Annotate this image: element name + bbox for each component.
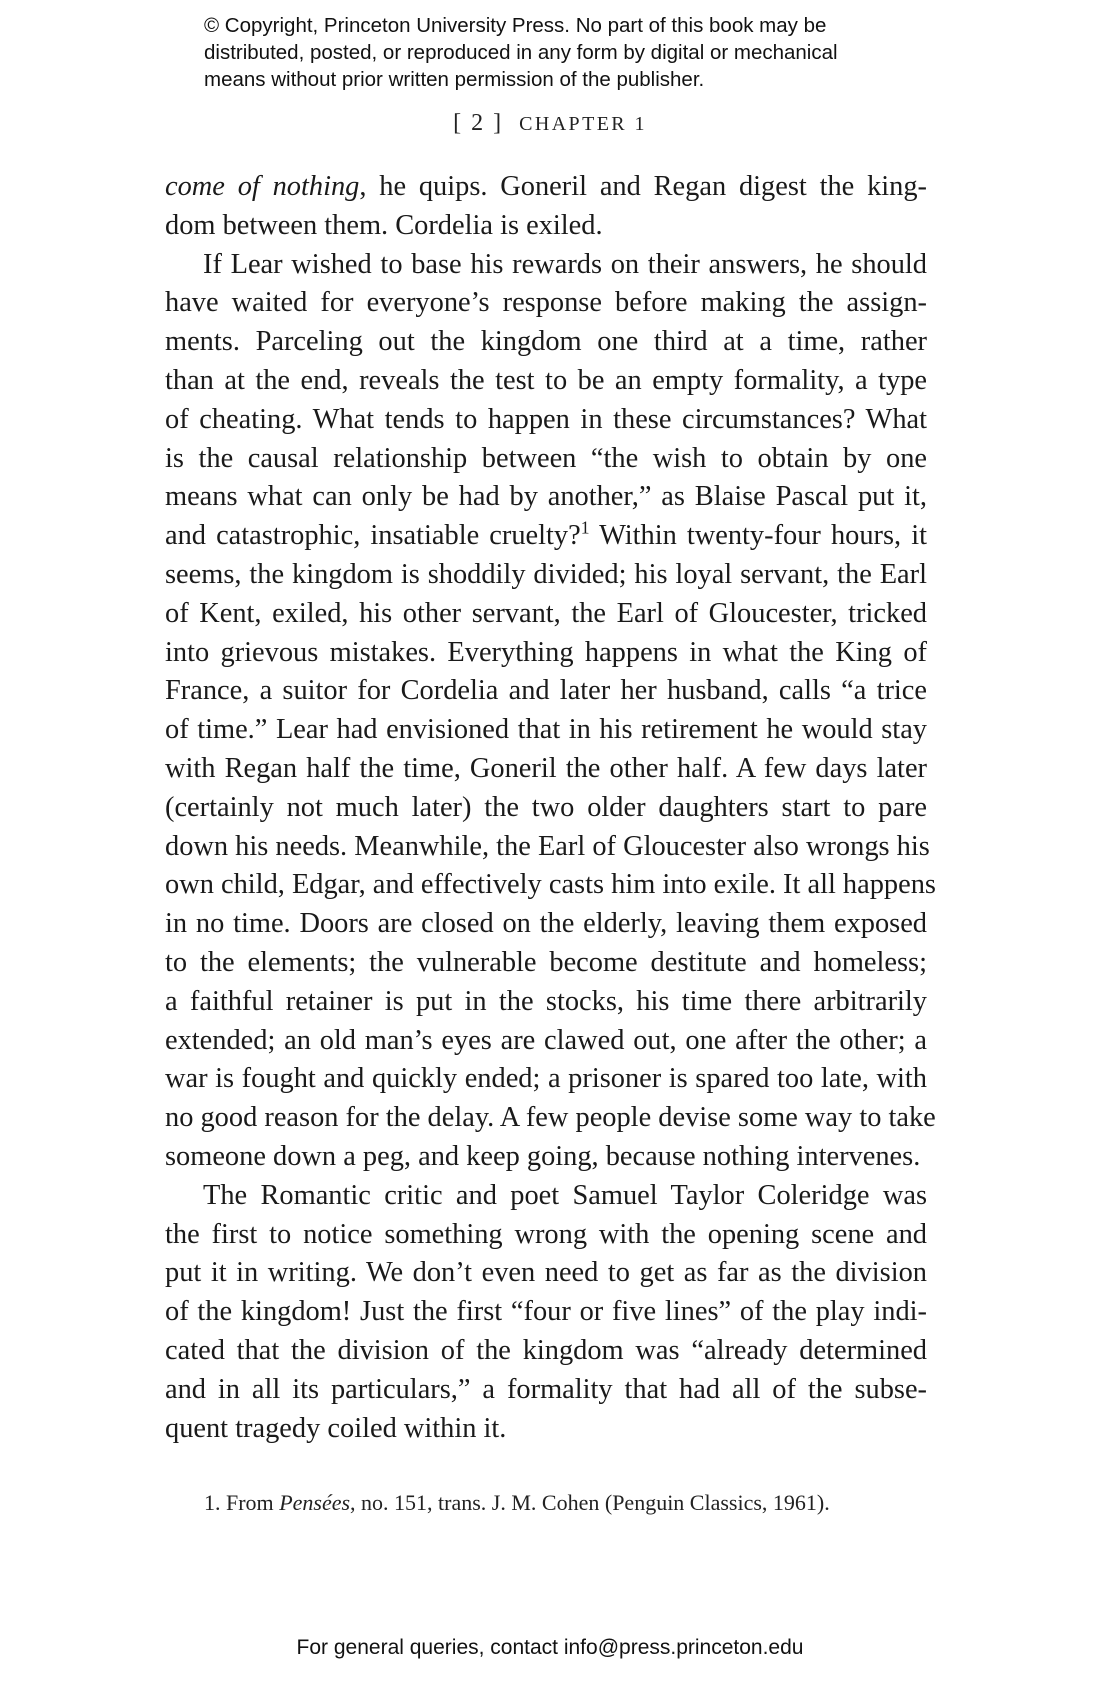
- text-line: ments. Parceling out the kingdom one third at a time, rather: [165, 326, 927, 358]
- footnote: [204, 1490, 830, 1516]
- text-line: [165, 168, 927, 207]
- chapter-label: CHAPTER 1: [519, 113, 647, 135]
- text-line: dom between them. Cordelia is exiled.: [165, 209, 603, 241]
- text-line: into grievous mistakes. Everything happens in what the King of: [165, 636, 927, 668]
- text-line: France, a suitor for Cordelia and later her husband, calls “a trice: [165, 675, 927, 707]
- text-line: of the kingdom! Just the first “four or five lines” of the play indi-: [165, 1296, 927, 1328]
- copyright-line: means without prior written permission of the publisher.: [204, 68, 705, 91]
- text-fragment: Within twenty-four hours, it: [589, 520, 927, 552]
- text-line: means what can only be had by another,” as Blaise Pascal put it,: [165, 481, 927, 513]
- text-line: of Kent, exiled, his other servant, the Earl of Gloucester, tricked: [165, 597, 927, 629]
- text-line: of cheating. What tends to happen in these circumstances? What: [165, 403, 927, 435]
- footnote-text: , no. 151, trans. J. M. Cohen (Penguin Classics, 1961).: [350, 1490, 830, 1515]
- footnote-text: From: [226, 1490, 280, 1515]
- footnote-title: Pensées: [279, 1490, 351, 1515]
- text-line: to the elements; the vulnerable become destitute and homeless;: [165, 946, 927, 978]
- text-line: [165, 517, 927, 556]
- footnote-reference: 1: [580, 517, 590, 538]
- text-line: with Regan half the time, Goneril the other half. A few days later: [165, 752, 927, 784]
- text-line: The Romantic critic and poet Samuel Taylor Coleridge was: [203, 1179, 927, 1211]
- text-line: cated that the division of the kingdom was “already determined: [165, 1334, 927, 1366]
- text-line: own child, Edgar, and effectively casts him into exile. It all happens: [165, 869, 936, 901]
- paragraph: [165, 246, 936, 1177]
- text-line: put it in writing. We don’t even need to get as far as the division: [165, 1257, 927, 1289]
- text-line: someone down a peg, and keep going, because nothing intervenes.: [165, 1140, 921, 1172]
- footnote-number: 1.: [204, 1490, 221, 1515]
- text-line: extended; an old man’s eyes are clawed out, one after the other; a: [165, 1024, 927, 1056]
- running-head: [0, 110, 1100, 137]
- paragraph: [165, 168, 927, 246]
- text-line: in no time. Doors are closed on the elderly, leaving them exposed: [165, 908, 927, 940]
- copyright-line: distributed, posted, or reproduced in any form by digital or mechanical: [204, 41, 838, 64]
- text-line: than at the end, reveals the test to be an empty formality, a type: [165, 364, 927, 396]
- text-line: and in all its particulars,” a formality that had all of the subse-: [165, 1373, 927, 1405]
- text-fragment: , he quips. Goneril and Regan digest the king-: [359, 171, 927, 202]
- text-line: war is fought and quickly ended; a prisoner is spared too late, with: [165, 1063, 927, 1095]
- text-fragment: and catastrophic, insatiable cruelty?: [165, 520, 581, 552]
- body-text: [165, 168, 936, 1448]
- copyright-line: © Copyright, Princeton University Press. No part of this book may be: [204, 14, 827, 37]
- text-line: no good reason for the delay. A few people devise some way to take: [165, 1102, 936, 1134]
- footer-contact: For general queries, contact info@press.princeton.edu: [296, 1636, 804, 1659]
- text-line: the first to notice something wrong with the opening scene and: [165, 1218, 927, 1250]
- text-line: have waited for everyone’s response before making the assign-: [165, 287, 927, 319]
- text-line: seems, the kingdom is shoddily divided; his loyal servant, the Earl: [165, 558, 927, 590]
- text-line: If Lear wished to base his rewards on their answers, he should: [203, 248, 927, 280]
- text-line: down his needs. Meanwhile, the Earl of Gloucester also wrongs his: [165, 830, 930, 862]
- text-line: (certainly not much later) the two older daughters start to pare: [165, 791, 927, 823]
- italic-phrase: come of nothing: [165, 171, 360, 202]
- page-number: [ 2 ]: [453, 110, 504, 136]
- paragraph: [165, 1177, 927, 1449]
- copyright-notice: [204, 12, 944, 93]
- text-line: quent tragedy coiled within it.: [165, 1412, 507, 1444]
- text-line: is the causal relationship between “the wish to obtain by one: [165, 442, 927, 474]
- text-line: a faithful retainer is put in the stocks, his time there arbitrarily: [165, 985, 927, 1017]
- text-line: of time.” Lear had envisioned that in his retirement he would stay: [165, 714, 927, 746]
